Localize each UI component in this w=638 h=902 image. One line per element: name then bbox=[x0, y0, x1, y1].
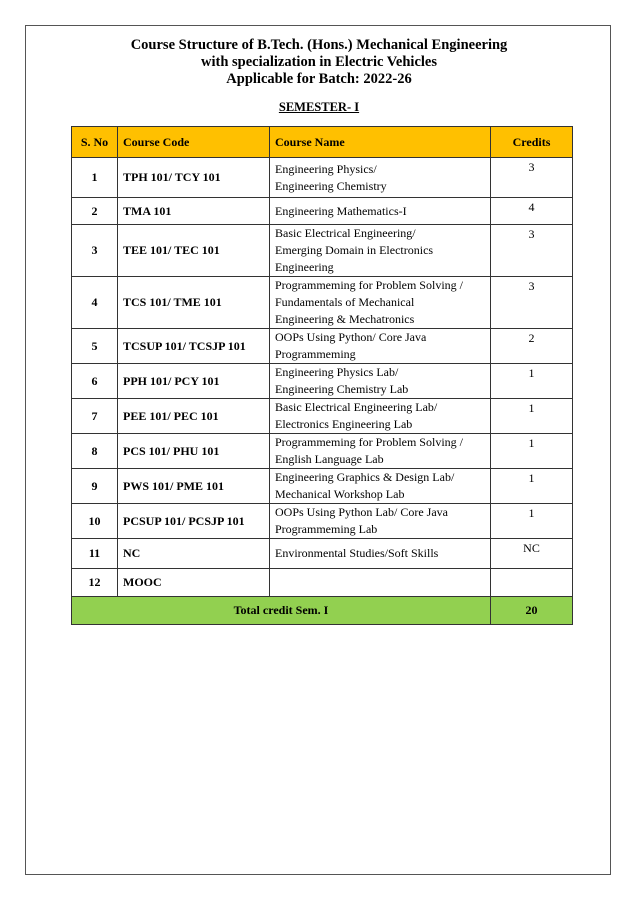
table-row bbox=[72, 198, 573, 225]
cell-credits: 1 bbox=[491, 469, 573, 504]
cell-sno: 1 bbox=[72, 158, 118, 198]
course-name-line: Emerging Domain in Electronics bbox=[275, 243, 434, 257]
total-label: Total credit Sem. I bbox=[72, 597, 491, 625]
cell-credits: 1 bbox=[491, 434, 573, 469]
course-name-line: OOPs Using Python Lab/ Core Java bbox=[275, 505, 448, 519]
total-value: 20 bbox=[491, 597, 573, 625]
cell-course-code: TPH 101/ TCY 101 bbox=[118, 158, 270, 198]
course-name-line: Programmeming Lab bbox=[275, 522, 378, 536]
cell-course-name bbox=[270, 434, 491, 469]
document-title bbox=[0, 37, 638, 88]
course-name-line: Mechanical Workshop Lab bbox=[275, 487, 405, 501]
cell-credits: 1 bbox=[491, 364, 573, 399]
course-name-line: Environmental Studies/Soft Skills bbox=[275, 546, 439, 560]
cell-sno: 6 bbox=[72, 364, 118, 399]
table-row bbox=[72, 569, 573, 597]
title-line-3: Applicable for Batch: 2022-26 bbox=[226, 71, 412, 87]
cell-course-code: MOOC bbox=[118, 569, 270, 597]
cell-sno: 7 bbox=[72, 399, 118, 434]
course-table bbox=[71, 126, 573, 625]
table-row bbox=[72, 277, 573, 329]
cell-sno: 10 bbox=[72, 504, 118, 539]
course-name-line: Programmeming for Problem Solving / bbox=[275, 435, 463, 449]
cell-course-code: PWS 101/ PME 101 bbox=[118, 469, 270, 504]
cell-credits: 4 bbox=[491, 198, 573, 225]
cell-course-name bbox=[270, 158, 491, 198]
cell-sno: 4 bbox=[72, 277, 118, 329]
cell-course-code: TMA 101 bbox=[118, 198, 270, 225]
cell-credits: 3 bbox=[491, 277, 573, 329]
cell-sno: 9 bbox=[72, 469, 118, 504]
cell-course-name bbox=[270, 364, 491, 399]
course-name-line: Engineering Physics Lab/ bbox=[275, 365, 399, 379]
cell-course-name bbox=[270, 329, 491, 364]
cell-sno: 8 bbox=[72, 434, 118, 469]
column-header-code: Course Code bbox=[118, 127, 270, 158]
cell-sno: 3 bbox=[72, 225, 118, 277]
table-row bbox=[72, 329, 573, 364]
course-name-line: English Language Lab bbox=[275, 452, 384, 466]
cell-course-name bbox=[270, 504, 491, 539]
table-row bbox=[72, 364, 573, 399]
cell-course-code: TCSUP 101/ TCSJP 101 bbox=[118, 329, 270, 364]
course-name-line: Programmeming bbox=[275, 347, 356, 361]
course-name-line: Basic Electrical Engineering/ bbox=[275, 226, 416, 240]
course-name-line: Fundamentals of Mechanical bbox=[275, 295, 415, 309]
title-line-1: Course Structure of B.Tech. (Hons.) Mechanical Engineering bbox=[130, 37, 508, 53]
table-row bbox=[72, 158, 573, 198]
table-row bbox=[72, 469, 573, 504]
course-name-line: Engineering Chemistry bbox=[275, 178, 387, 193]
cell-course-code: NC bbox=[118, 539, 270, 569]
cell-course-code: PPH 101/ PCY 101 bbox=[118, 364, 270, 399]
column-header-sno: S. No bbox=[72, 127, 118, 158]
cell-credits: 3 bbox=[491, 225, 573, 277]
cell-credits: NC bbox=[491, 539, 573, 569]
table-row bbox=[72, 399, 573, 434]
course-name-line: Engineering Mathematics-I bbox=[275, 203, 407, 218]
course-name-line: Basic Electrical Engineering Lab/ bbox=[275, 400, 438, 414]
table-row bbox=[72, 504, 573, 539]
course-name-line: Engineering bbox=[275, 260, 334, 274]
course-name-line: Electronics Engineering Lab bbox=[275, 417, 413, 431]
course-name-line: Engineering Graphics & Design Lab/ bbox=[275, 470, 455, 484]
course-name-line: OOPs Using Python/ Core Java bbox=[275, 330, 427, 344]
course-name-line: Engineering Chemistry Lab bbox=[275, 382, 409, 396]
cell-course-name bbox=[270, 399, 491, 434]
cell-sno: 11 bbox=[72, 539, 118, 569]
course-name-line: Programmeming for Problem Solving / bbox=[275, 278, 463, 292]
cell-course-name bbox=[270, 277, 491, 329]
semester-heading: SEMESTER- I bbox=[278, 100, 360, 114]
cell-sno: 5 bbox=[72, 329, 118, 364]
course-name-line: Engineering Physics/ bbox=[275, 161, 377, 176]
cell-credits: 1 bbox=[491, 399, 573, 434]
cell-course-code: TCS 101/ TME 101 bbox=[118, 277, 270, 329]
table-row bbox=[72, 539, 573, 569]
total-row bbox=[72, 597, 573, 625]
cell-course-name bbox=[270, 569, 491, 597]
cell-course-code: TEE 101/ TEC 101 bbox=[118, 225, 270, 277]
cell-sno: 12 bbox=[72, 569, 118, 597]
table-row bbox=[72, 225, 573, 277]
cell-course-name bbox=[270, 469, 491, 504]
column-header-name: Course Name bbox=[270, 127, 491, 158]
cell-course-name bbox=[270, 539, 491, 569]
cell-credits bbox=[491, 569, 573, 597]
cell-course-name bbox=[270, 225, 491, 277]
table-body bbox=[72, 158, 573, 597]
cell-credits: 3 bbox=[491, 158, 573, 198]
table-header-row bbox=[72, 127, 573, 158]
title-line-2: with specialization in Electric Vehicles bbox=[200, 54, 437, 70]
cell-course-code: PEE 101/ PEC 101 bbox=[118, 399, 270, 434]
cell-course-code: PCSUP 101/ PCSJP 101 bbox=[118, 504, 270, 539]
table-row bbox=[72, 434, 573, 469]
cell-course-name bbox=[270, 198, 491, 225]
cell-sno: 2 bbox=[72, 198, 118, 225]
column-header-credits: Credits bbox=[491, 127, 573, 158]
cell-credits: 2 bbox=[491, 329, 573, 364]
cell-course-code: PCS 101/ PHU 101 bbox=[118, 434, 270, 469]
course-name-line: Engineering & Mechatronics bbox=[275, 312, 415, 326]
cell-credits: 1 bbox=[491, 504, 573, 539]
